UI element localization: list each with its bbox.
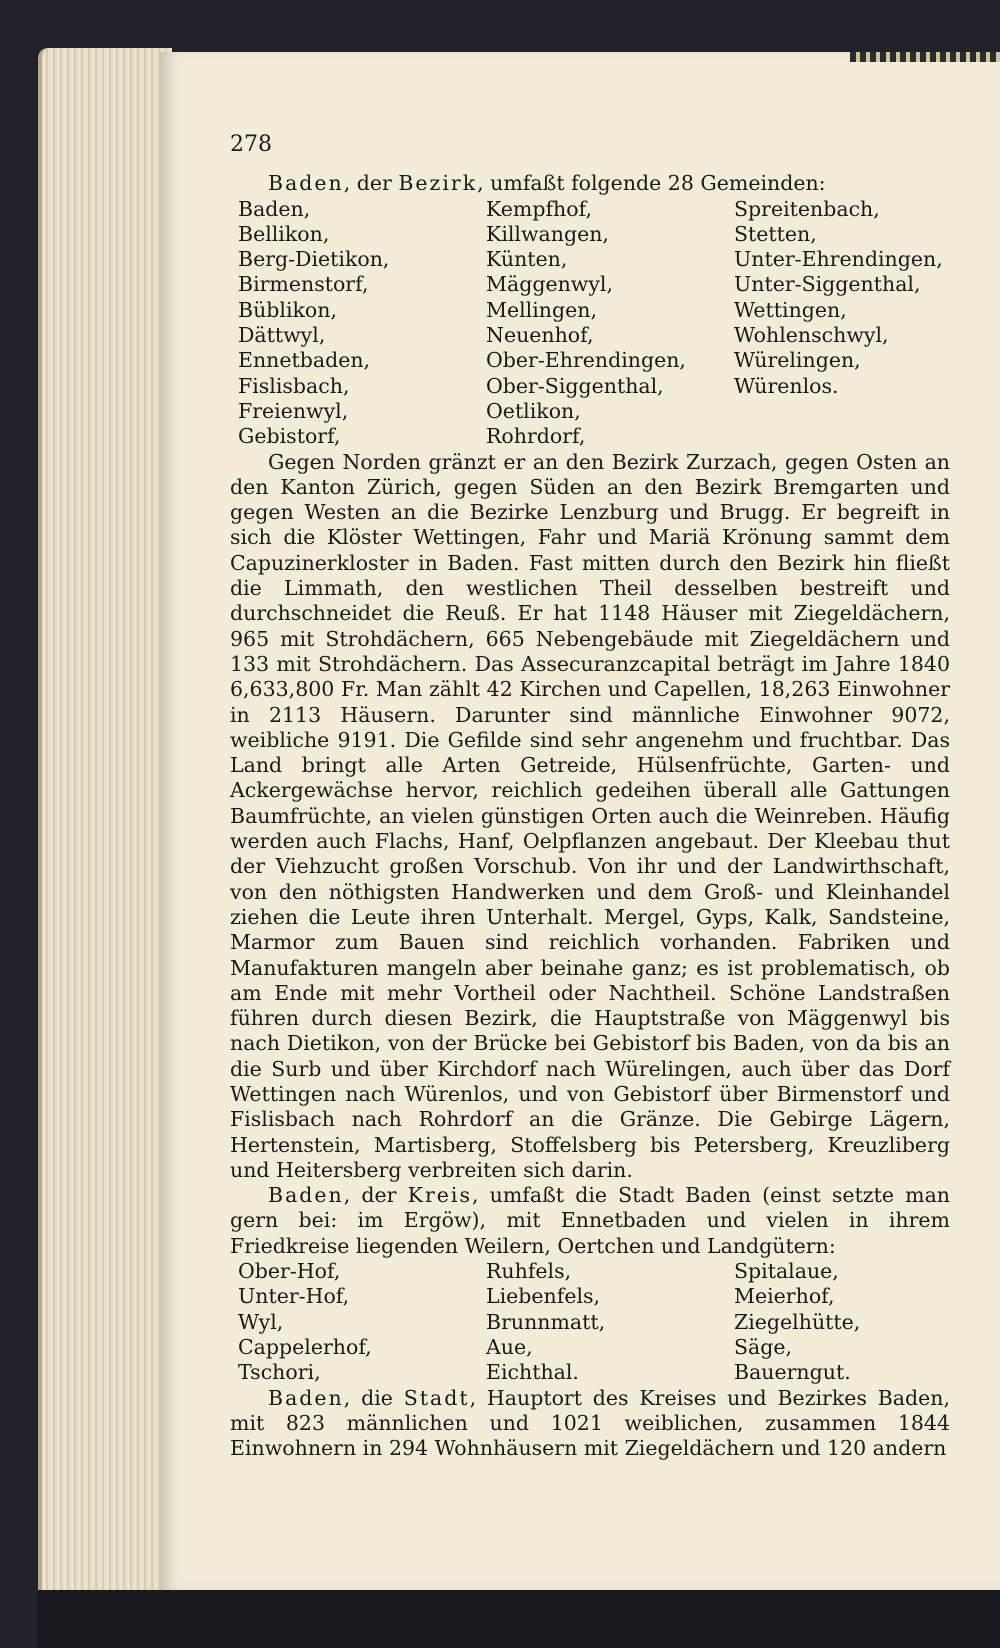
list-item: Killwangen, bbox=[486, 221, 609, 246]
list-item: Ober-Siggenthal, bbox=[486, 373, 664, 398]
list-item: Kempfhof, bbox=[486, 196, 592, 221]
list-item: Ennetbaden, bbox=[238, 348, 371, 373]
stadt-heading bbox=[230, 1386, 950, 1462]
list-item: Eichthal. bbox=[486, 1360, 579, 1385]
list-item: Baden, bbox=[238, 196, 311, 221]
book-page-edges bbox=[38, 48, 172, 1610]
bezirk-column-3 bbox=[734, 197, 950, 450]
bezirk-heading bbox=[230, 171, 950, 196]
kreis-heading-term: Kreis bbox=[407, 1183, 472, 1208]
kreis-heading-sep: , der bbox=[343, 1183, 408, 1208]
list-item: Berg-Dietikon, bbox=[238, 247, 390, 272]
list-item: Liebenfels, bbox=[486, 1284, 601, 1309]
kreis-section bbox=[230, 1183, 950, 1385]
stadt-heading-rest: , Hauptort des Kreises und Bezirkes Baden, mit 823 männlichen und 1021 weiblichen, zusammen 1844 Einwohnern in 294 Wohnhäusern mit Ziegeldächern und 120 andern bbox=[230, 1385, 950, 1461]
list-item: Bauerngut. bbox=[734, 1360, 851, 1385]
list-item: Stetten, bbox=[734, 221, 817, 246]
list-item: Aue, bbox=[486, 1334, 533, 1359]
kreis-column-2 bbox=[486, 1259, 734, 1385]
list-item: Würelingen, bbox=[734, 348, 861, 373]
kreis-heading-rest: , umfaßt die Stadt Baden (einst setzte man gern bei: im Ergöw), mit Ennetbaden und vielen in ihrem Friedkreise liegenden Weilern, Oertchen und Landgütern: bbox=[230, 1183, 950, 1258]
list-item: Rohrdorf, bbox=[486, 424, 586, 449]
list-item: Ruhfels, bbox=[486, 1259, 572, 1284]
stadt-section bbox=[230, 1386, 950, 1462]
list-item: Würenlos. bbox=[734, 373, 839, 398]
list-item: Säge, bbox=[734, 1334, 793, 1359]
bezirk-section bbox=[230, 171, 950, 1183]
stadt-heading-sep: , die bbox=[343, 1385, 404, 1410]
list-item: Cappelerhof, bbox=[238, 1334, 372, 1359]
book-bottom-shadow bbox=[38, 1590, 1000, 1648]
list-item: Wyl, bbox=[238, 1309, 284, 1334]
bezirk-gemeinden-list bbox=[230, 197, 950, 450]
book-page bbox=[160, 52, 1000, 1590]
list-item: Bellikon, bbox=[238, 221, 330, 246]
bezirk-heading-sep: , der bbox=[343, 171, 399, 196]
kreis-column-1 bbox=[230, 1259, 486, 1385]
kreis-heading bbox=[230, 1183, 950, 1259]
list-item: Spitalaue, bbox=[734, 1259, 839, 1284]
list-item: Ober-Hof, bbox=[238, 1259, 341, 1284]
stadt-heading-term: Stadt bbox=[403, 1385, 470, 1410]
list-item: Unter-Hof, bbox=[238, 1284, 350, 1309]
list-item: Meierhof, bbox=[734, 1284, 835, 1309]
list-item: Ziegelhütte, bbox=[734, 1309, 861, 1334]
bezirk-heading-term: Bezirk bbox=[398, 171, 478, 196]
list-item: Unter-Ehrendingen, bbox=[734, 247, 943, 272]
list-item: Wohlenschwyl, bbox=[734, 323, 889, 348]
list-item: Mellingen, bbox=[486, 297, 597, 322]
bezirk-column-1 bbox=[230, 197, 486, 450]
list-item: Birmenstorf, bbox=[238, 272, 369, 297]
page-text bbox=[230, 132, 950, 1461]
kreis-places-list bbox=[230, 1259, 950, 1385]
list-item: Dättwyl, bbox=[238, 323, 326, 348]
list-item: Neuenhof, bbox=[486, 323, 594, 348]
list-item: Unter-Siggenthal, bbox=[734, 272, 921, 297]
bezirk-column-2 bbox=[486, 197, 734, 450]
list-item: Gebistorf, bbox=[238, 424, 341, 449]
list-item: Brunnmatt, bbox=[486, 1309, 606, 1334]
bezirk-heading-name: Baden bbox=[268, 171, 344, 196]
list-item: Spreitenbach, bbox=[734, 196, 880, 221]
list-item: Ober-Ehrendingen, bbox=[486, 348, 686, 373]
list-item: Künten, bbox=[486, 247, 568, 272]
bezirk-heading-rest: , umfaßt folgende 28 Gemeinden: bbox=[477, 171, 826, 196]
list-item: Oetlikon, bbox=[486, 398, 581, 423]
list-item: Freienwyl, bbox=[238, 398, 349, 423]
list-item: Mäggenwyl, bbox=[486, 272, 613, 297]
list-item: Tschori, bbox=[238, 1360, 321, 1385]
kreis-heading-name: Baden bbox=[268, 1183, 344, 1208]
list-item: Fislisbach, bbox=[238, 373, 350, 398]
kreis-column-3 bbox=[734, 1259, 950, 1385]
page-top-edge-marker bbox=[850, 52, 1000, 62]
list-item: Wettingen, bbox=[734, 297, 847, 322]
stadt-heading-name: Baden bbox=[268, 1385, 344, 1410]
bezirk-description: Gegen Norden gränzt er an den Bezirk Zurzach, gegen Osten an den Kanton Zürich, gegen Süden an den Bezirk Bremgarten und gegen Westen an die Bezirke Lenzburg und Brugg. Er begreift in sich die Klöster Wettingen, Fahr und Mariä Krönung sammt dem Capuzinerkloster in Baden. Fast mitten durch den Bezirk hin fließt die Limmath, den westlichen Theil desselben bestreift und durchschneidet die Reuß. Er hat 1148 Häuser mit Ziegeldächern, 965 mit Strohdächern, 665 Nebengebäude mit Ziegeldächern und 133 mit Strohdächern. Das Assecuranzcapital beträgt im Jahre 1840 6,633,800 Fr. Man zählt 42 Kirchen und Capellen, 18,263 Einwohner in 2113 Häusern. Darunter sind männliche Einwohner 9072, weibliche 9191. Die Gefilde sind sehr angenehm und fruchtbar. Das Land bringt alle Arten Getreide, Hülsenfrüchte, Garten- und Ackergewächse hervor, reichlich gedeihen überall alle Gattungen Baumfrüchte, an vielen günstigen Orten auch die Weinreben. Häufig werden auch Flachs, Hanf, Oelpflanzen angebaut. Der Kleebau thut der Viehzucht großen Vorschub. Von ihr und der Landwirthschaft, von den nöthigsten Handwerken und dem Groß- und Kleinhandel ziehen die Leute ihren Unterhalt. Mergel, Gyps, Kalk, Sandsteine, Marmor zum Bauen sind reichlich vorhanden. Fabriken und Manufakturen mangeln aber beinahe ganz; es ist problematisch, ob am Ende mit mehr Vortheil oder Nachtheil. Schöne Landstraßen führen durch diesen Bezirk, die Hauptstraße von Mäggenwyl bis nach Dietikon, von der Brücke bei Gebistorf bis Baden, von da bis an die Surb und über Kirchdorf nach Würelingen, auch über das Dorf Wettingen nach Würenlos, und von Gebistorf über Birmenstorf und Fislisbach nach Rohrdorf an die Gränze. Die Gebirge Lägern, Hertenstein, Martisberg, Stoffelsberg bis Petersberg, Kreuzliberg und Heitersberg verbreiten sich darin. bbox=[230, 449, 950, 1182]
list-item: Büblikon, bbox=[238, 297, 337, 322]
page-number: 278 bbox=[230, 132, 272, 157]
